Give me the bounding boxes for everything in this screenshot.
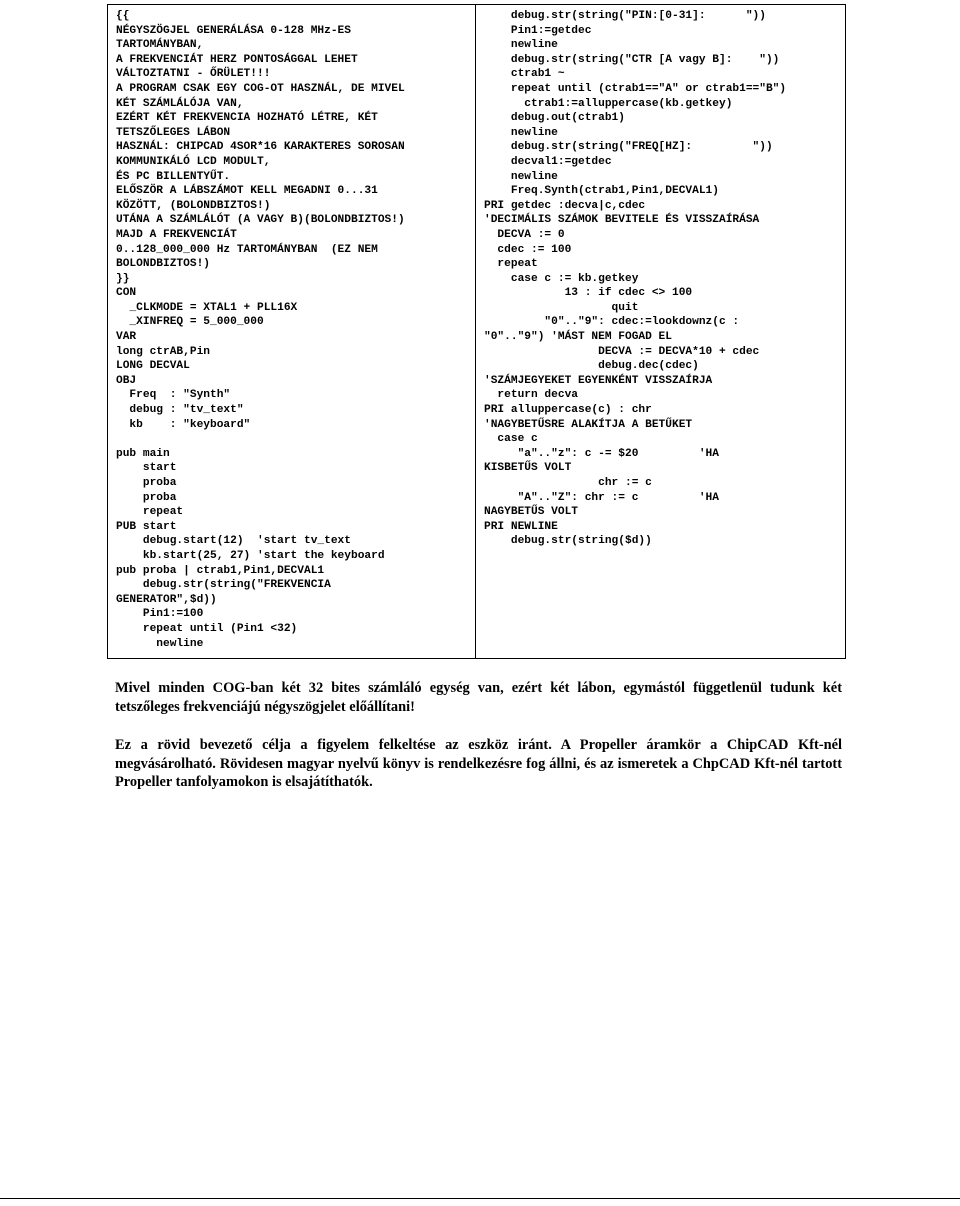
code-line: proba <box>116 477 177 489</box>
code-line: repeat until (ctrab1=="A" or ctrab1=="B") <box>484 82 787 95</box>
code-line: A FREKVENCIÁT HERZ PONTOSÁGGAL LEHET <box>116 53 358 66</box>
code-line: VÁLTOZTATNI - ŐRÜLET!!! <box>116 68 271 81</box>
code-line: debug.str(string("CTR [A vagy B]: ")) <box>484 53 780 66</box>
code-line: case c := kb.getkey <box>484 272 639 285</box>
code-line: 0..128_000_000 Hz TARTOMÁNYBAN (EZ NEM <box>116 243 378 256</box>
code-line: TETSZŐLEGES LÁBON <box>116 126 231 139</box>
code-line: debug.str(string($d)) <box>484 535 652 548</box>
code-line: newline <box>484 39 558 52</box>
code-line: 13 : if cdec <> 100 <box>484 287 693 300</box>
code-line <box>116 432 475 447</box>
code-line: KOMMUNIKÁLÓ LCD MODULT, <box>116 155 271 168</box>
code-line: pub main <box>116 447 170 460</box>
code-line: Pin1:=100 <box>116 608 204 621</box>
code-line: "0".."9": cdec:=lookdownz(c : <box>484 316 740 329</box>
code-line: case c <box>484 433 538 446</box>
paragraph-introduction: Ez a rövid bevezető célja a figyelem felkeltése az eszköz iránt. A Propeller áramkör a ChipCAD Kft-nél megvásárolható. Rövidesen magyar nyelvű könyv is rendelkezésre fog állni, és az ismeretek a ChpCAD Kft-nél tartott Propeller tanfolyamokon is elsajátíthatók. <box>115 737 842 790</box>
code-line: _XINFREQ = 5_000_000 <box>116 316 264 329</box>
code-line: HASZNÁL: CHIPCAD 4SOR*16 KARAKTERES SOROSAN <box>116 141 405 154</box>
code-line: "a".."z": c -= $20 'HA <box>484 447 719 460</box>
code-line: PRI getdec :decva|c,cdec <box>484 199 646 212</box>
code-line: return decva <box>484 389 578 402</box>
code-line: debug.str(string("FREKVENCIA <box>116 579 331 592</box>
code-line: newline <box>116 637 204 650</box>
code-line: debug.str(string("PIN:[0-31]: ")) <box>484 10 766 22</box>
code-line: Freq : "Synth" <box>116 389 231 402</box>
code-line: long ctrAB,Pin <box>116 345 210 358</box>
code-line: decval1:=getdec <box>484 155 612 168</box>
code-line: MAJD A FREKVENCIÁT <box>116 228 237 241</box>
code-line: OBJ <box>116 374 137 387</box>
code-line: 'NAGYBETŰSRE ALAKÍTJA A BETŰKET <box>484 418 693 431</box>
footer-divider <box>0 1198 960 1199</box>
code-line: repeat until (Pin1 <32) <box>116 622 298 635</box>
code-line: cdec := 100 <box>484 243 572 256</box>
code-line: ctrab1 ~ <box>484 68 565 81</box>
code-line: BOLONDBIZTOS!) <box>116 258 210 271</box>
code-line: debug.start(12) 'start tv_text <box>116 535 351 548</box>
code-line: proba <box>116 491 177 504</box>
code-line: newline <box>484 126 558 139</box>
code-line: {{ <box>116 10 130 22</box>
code-line: KISBETŰS VOLT <box>484 462 572 475</box>
code-line: chr := c <box>484 477 652 489</box>
code-line: ctrab1:=alluppercase(kb.getkey) <box>484 97 733 110</box>
code-column-left <box>108 5 476 658</box>
paragraph-cog-counters: Mivel minden COG-ban két 32 bites számláló egység van, ezért két lábon, egymástól függetlenül tudunk két tetszőleges frekvenciájú négyszögjelet előállítani! <box>115 680 842 715</box>
code-line: Freq.Synth(ctrab1,Pin1,DECVAL1) <box>484 185 719 198</box>
code-line: 'DECIMÁLIS SZÁMOK BEVITELE ÉS VISSZAÍRÁSA <box>484 214 760 227</box>
code-line: GENERATOR",$d)) <box>116 593 217 606</box>
code-line: A PROGRAM CSAK EGY COG-OT HASZNÁL, DE MIVEL <box>116 82 405 95</box>
code-line: ÉS PC BILLENTYŰT. <box>116 170 231 183</box>
code-line: repeat <box>484 258 538 271</box>
code-line: CON <box>116 287 137 300</box>
code-line: ELŐSZÖR A LÁBSZÁMOT KELL MEGADNI 0...31 <box>116 185 378 198</box>
code-line: debug.out(ctrab1) <box>484 112 625 125</box>
code-line: quit <box>484 301 639 314</box>
code-line: kb : "keyboard" <box>116 418 251 431</box>
code-line: PRI alluppercase(c) : chr <box>484 404 652 417</box>
code-line: KÖZÖTT, (BOLONDBIZTOS!) <box>116 199 271 212</box>
code-line: Pin1:=getdec <box>484 24 592 37</box>
code-line: UTÁNA A SZÁMLÁLÓT (A VAGY B)(BOLONDBIZTOS!) <box>116 214 405 227</box>
code-line: TARTOMÁNYBAN, <box>116 39 204 52</box>
code-line: debug.str(string("FREQ[HZ]: ")) <box>484 141 773 154</box>
code-line: pub proba | ctrab1,Pin1,DECVAL1 <box>116 564 325 577</box>
code-line: "0".."9") 'MÁST NEM FOGAD EL <box>484 331 672 344</box>
code-line: start <box>116 462 177 475</box>
code-line: repeat <box>116 506 184 519</box>
code-line: PRI NEWLINE <box>484 520 558 533</box>
code-line: KÉT SZÁMLÁLÓJA VAN, <box>116 97 244 110</box>
code-line: }} <box>116 272 130 285</box>
code-line: newline <box>484 170 558 183</box>
code-line: debug.dec(cdec) <box>484 360 699 373</box>
code-line: VAR <box>116 331 137 344</box>
code-line: DECVA := 0 <box>484 228 565 241</box>
code-line: PUB start <box>116 520 177 533</box>
code-listing-table <box>107 4 846 659</box>
code-line: "A".."Z": chr := c 'HA <box>484 491 719 504</box>
code-line: LONG DECVAL <box>116 360 190 373</box>
code-column-right <box>476 5 845 658</box>
code-line: _CLKMODE = XTAL1 + PLL16X <box>116 301 298 314</box>
code-line: debug : "tv_text" <box>116 404 244 417</box>
code-line: 'SZÁMJEGYEKET EGYENKÉNT VISSZAÍRJA <box>484 374 713 387</box>
code-line: EZÉRT KÉT FREKVENCIA HOZHATÓ LÉTRE, KÉT <box>116 112 378 125</box>
code-line: NÉGYSZÖGJEL GENERÁLÁSA 0-128 MHz-ES <box>116 24 351 37</box>
code-line: DECVA := DECVA*10 + cdec <box>484 345 760 358</box>
code-line: kb.start(25, 27) 'start the keyboard <box>116 549 385 562</box>
code-line: NAGYBETŰS VOLT <box>484 506 578 519</box>
